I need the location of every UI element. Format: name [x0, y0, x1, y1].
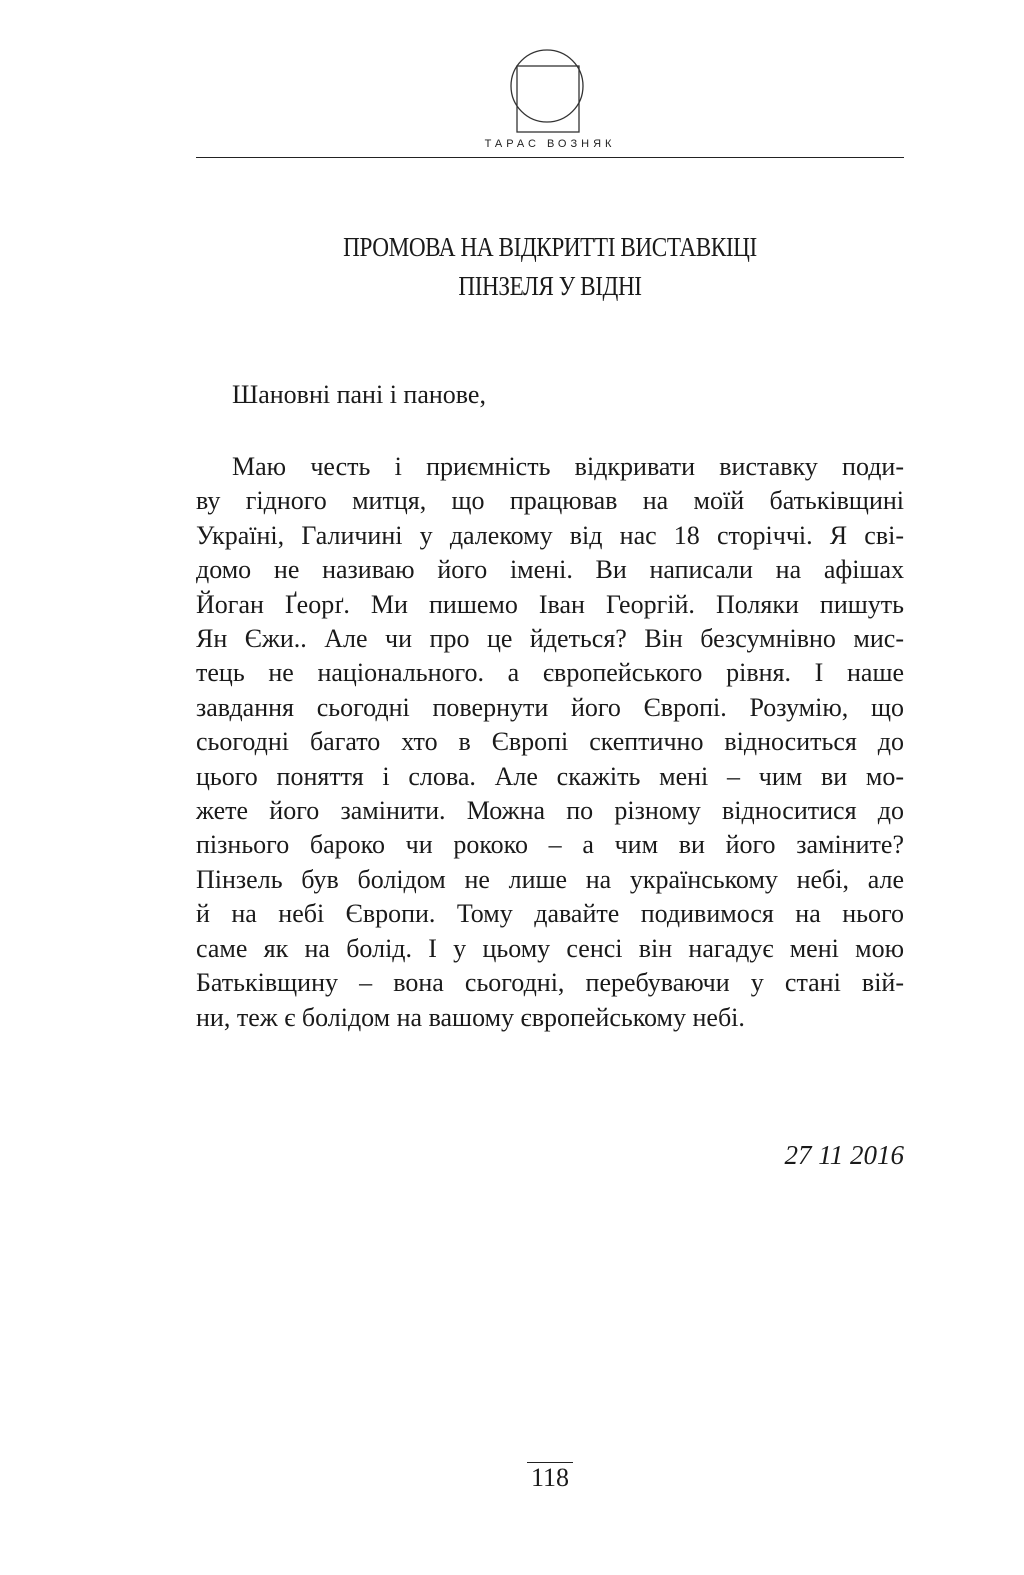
article-date: 27 11 2016	[784, 1140, 904, 1170]
body-line: Ян Єжи.. Але чи про це йдеться? Він безсумнівно мис-	[196, 624, 904, 654]
body-line: Україні, Галичині у далекому від нас 18 сторіччі. Я сві-	[196, 520, 904, 550]
body-line: Пінзель був болідом не лише на українському небі, але	[196, 864, 904, 894]
body-paragraph	[196, 450, 904, 1035]
body-line: Йоган Ґеорґ. Ми пишемо Іван Георгій. Поляки пишуть	[196, 589, 904, 619]
body-line: жете його замінити. Можна по різному відноситися до	[196, 796, 904, 826]
body-line: ни, теж є болідом на вашому європейському небі.	[196, 1002, 745, 1032]
running-head-author: ТАРАС ВОЗНЯК	[484, 138, 616, 150]
body-line: сьогодні багато хто в Європі скептично відноситься до	[196, 727, 904, 757]
body-line: цього поняття і слова. Але скажіть мені – чим ви мо-	[196, 761, 904, 791]
body-line: пізнього бароко чи рококо – а чим ви його заміните?	[196, 830, 904, 860]
body-line: Батьківщину – вона сьогодні, перебуваючи у стані вій-	[196, 968, 904, 998]
body-line: й на небі Європи. Тому давайте подивимося на нього	[196, 899, 904, 929]
page-number-value: 118	[527, 1462, 573, 1495]
header-divider	[196, 157, 904, 158]
body-line: домо не називаю його імені. Ви написали на афішах	[196, 555, 904, 585]
body-line: завдання сьогодні повернути його Європі. Розумію, що	[196, 692, 904, 722]
vitruvian-logo-icon	[509, 48, 585, 134]
title-line-1: ПРОМОВА НА ВІДКРИТТІ ВИСТАВКІЦІ	[343, 232, 757, 262]
body-line: тець не національного. а європейського рівня. І наше	[196, 658, 904, 688]
body-line: ву гідного митця, що працював на моїй батьківщині	[196, 486, 904, 516]
body-line: Маю честь і приємність відкривати виставку поди-	[232, 452, 904, 481]
page-number	[196, 1462, 904, 1495]
greeting: Шановні пані і панове,	[232, 380, 486, 409]
article-title	[246, 228, 855, 306]
title-line-2: ПІНЗЕЛЯ У ВІДНІ	[458, 271, 642, 301]
body-line: саме як на болід. І у цьому сенсі він нагадує мені мою	[196, 933, 904, 963]
